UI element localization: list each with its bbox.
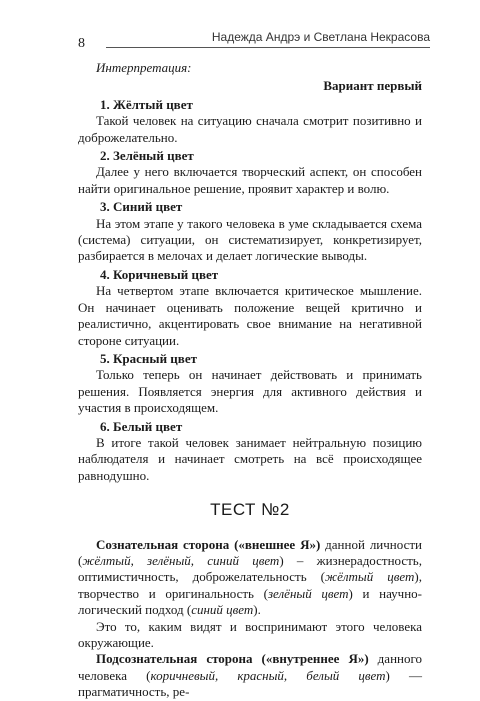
color-heading-white: 6. Белый цвет [100, 418, 183, 434]
page-content [78, 60, 422, 701]
page-header [78, 30, 430, 52]
color-text-green: Далее у него включается творческий аспект, он способен найти оригинальное решение, проявит характер и волю. [78, 164, 422, 196]
header-rule [106, 47, 430, 48]
text-run: ) — прагматичность, ре- [78, 667, 422, 700]
text-run: ) и научно-логический подход ( [78, 585, 423, 618]
italic-run: жёлтый, зелёный, синий цвет [82, 552, 280, 568]
test-paragraph-subconscious [78, 651, 422, 700]
color-heading-red: 5. Красный цвет [100, 350, 197, 366]
italic-run: синий цвет [191, 602, 254, 618]
text-run: ) – жизнерадостность, оптимистичность, доброжелательность ( [78, 552, 422, 585]
test-paragraph-perception: Это то, каким видят и воспринимают этого человека окружающие. [78, 618, 422, 650]
color-heading-green: 2. Зелёный цвет [100, 148, 194, 164]
test-paragraph-conscious [78, 537, 422, 619]
color-heading-yellow: 1. Жёлтый цвет [100, 96, 193, 112]
variant-heading: Вариант первый [323, 78, 422, 94]
text-run: ), творчество и оригинальность ( [78, 569, 422, 601]
color-heading-brown: 4. Коричневый цвет [100, 266, 219, 282]
text-run: ). [253, 602, 261, 618]
italic-run: коричневый, красный, белый цвет [150, 667, 386, 683]
color-text-white: В итоге такой человек занимает нейтральную позицию наблюдателя и начинает смотреть на всё происходящее равнодушно. [78, 434, 422, 483]
running-title: Надежда Андрэ и Светлана Некрасова [211, 30, 430, 44]
text-run: данного человека ( [78, 651, 422, 683]
subconscious-side-term: Подсознательная сторона («внутреннее Я») [96, 651, 369, 667]
interpretation-label: Интерпретация: [96, 60, 192, 75]
test-title: ТЕСТ №2 [210, 500, 290, 520]
italic-run: жёлтый цвет [325, 569, 415, 585]
page-number: 8 [78, 36, 85, 51]
italic-run: зелёный цвет [267, 585, 349, 601]
color-text-blue: На этом этапе у такого человека в уме складывается схема (система) ситуации, он систематизирует, конкретизирует, разбирается в мелочах и делает логические выводы. [78, 215, 422, 264]
color-heading-blue: 3. Синий цвет [100, 199, 183, 215]
conscious-side-term: Сознательная сторона («внешнее Я») [96, 536, 321, 552]
text-run: данной личности ( [78, 536, 422, 568]
color-text-red: Только теперь он начинает действовать и принимать решения. Появляется энергия для активного действия и участия в происходящем. [78, 367, 422, 416]
color-text-yellow: Такой человек на ситуацию сначала смотрит позитивно и доброжелательно. [78, 113, 422, 145]
color-text-brown: На четвертом этапе включается критическое мышление. Он начинает оценивать положение вещей критично и реалистично, акцентировать свое внимание на негативной стороне ситуации. [78, 283, 422, 348]
